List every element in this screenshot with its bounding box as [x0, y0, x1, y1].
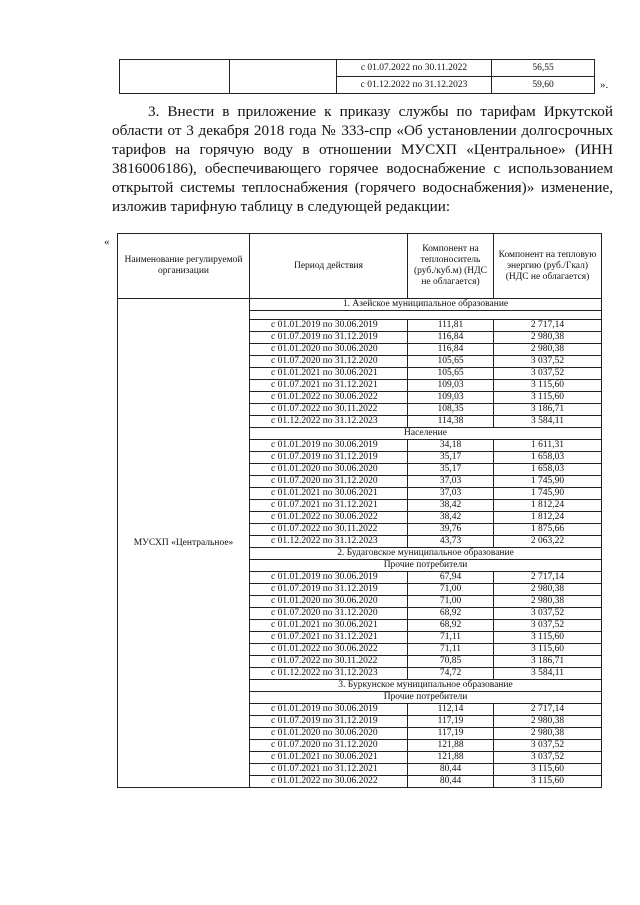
- heat-carrier-cell: 68,92: [408, 608, 494, 620]
- period-cell: с 01.01.2021 по 30.06.2021: [250, 488, 408, 500]
- heat-carrier-cell: 116,84: [408, 344, 494, 356]
- heat-carrier-cell: 117,19: [408, 728, 494, 740]
- period-cell: с 01.01.2020 по 30.06.2020: [250, 464, 408, 476]
- heat-energy-cell: 3 584,11: [494, 668, 602, 680]
- heat-carrier-cell: 39,76: [408, 524, 494, 536]
- heat-energy-cell: 3 115,60: [494, 380, 602, 392]
- period-cell: с 01.12.2022 по 31.12.2023: [250, 668, 408, 680]
- heat-carrier-cell: 71,11: [408, 644, 494, 656]
- period-cell: с 01.01.2022 по 30.06.2022: [250, 392, 408, 404]
- period-cell: с 01.07.2019 по 31.12.2019: [250, 584, 408, 596]
- body-paragraph: 3. Внести в приложение к приказу службы по тарифам Иркутской области от 3 декабря 2018 года № 333-спр «Об установлении долгосрочных тарифов на горячую воду в отношении МУСХП «Центральное» (ИНН 3816006186), обеспечивающего горячее водоснабжение с использованием открытой системы теплоснабжения (горячего водоснабжения)» изменение, изложив тарифную таблицу в следующей редакции:: [112, 103, 613, 215]
- period-cell: с 01.07.2021 по 31.12.2021: [250, 380, 408, 392]
- period-cell: с 01.07.2020 по 31.12.2020: [250, 740, 408, 752]
- heat-energy-cell: 3 037,52: [494, 608, 602, 620]
- heat-carrier-cell: 109,03: [408, 392, 494, 404]
- heat-energy-cell: 3 115,60: [494, 632, 602, 644]
- heat-carrier-cell: 114,38: [408, 416, 494, 428]
- period-cell: с 01.01.2020 по 30.06.2020: [250, 728, 408, 740]
- heat-carrier-cell: 109,03: [408, 380, 494, 392]
- period-cell: с 01.07.2019 по 31.12.2019: [250, 332, 408, 344]
- org-name-cell: МУСХП «Центральное»: [118, 299, 250, 788]
- period-cell: с 01.01.2021 по 30.06.2021: [250, 620, 408, 632]
- period-cell: с 01.07.2022 по 30.11.2022: [250, 524, 408, 536]
- heat-energy-cell: 2 717,14: [494, 572, 602, 584]
- heat-carrier-cell: 35,17: [408, 452, 494, 464]
- heat-energy-cell: 3 186,71: [494, 404, 602, 416]
- table-row: [120, 60, 595, 77]
- period-cell: с 01.07.2022 по 30.11.2022: [250, 656, 408, 668]
- heat-energy-cell: 2 980,38: [494, 716, 602, 728]
- heat-carrier-cell: 80,44: [408, 764, 494, 776]
- heat-energy-cell: 3 115,60: [494, 764, 602, 776]
- heat-carrier-cell: 67,94: [408, 572, 494, 584]
- heat-carrier-cell: 34,18: [408, 440, 494, 452]
- heat-carrier-cell: 70,85: [408, 656, 494, 668]
- heat-carrier-cell: 38,42: [408, 512, 494, 524]
- period-cell: с 01.07.2022 по 30.11.2022: [250, 404, 408, 416]
- empty-cell: [120, 60, 230, 94]
- period-cell: с 01.07.2019 по 31.12.2019: [250, 716, 408, 728]
- heat-energy-cell: 2 980,38: [494, 596, 602, 608]
- heat-carrier-cell: 43,73: [408, 536, 494, 548]
- heat-energy-cell: 2 980,38: [494, 584, 602, 596]
- period-cell: с 01.07.2020 по 31.12.2020: [250, 356, 408, 368]
- heat-carrier-cell: 74,72: [408, 668, 494, 680]
- value-cell: 56,55: [492, 60, 595, 77]
- heat-carrier-cell: 105,65: [408, 368, 494, 380]
- section-heading-cell: 1. Азейское муниципальное образование: [250, 299, 602, 311]
- heat-energy-cell: 1 875,66: [494, 524, 602, 536]
- heat-energy-cell: 3 115,60: [494, 392, 602, 404]
- heat-carrier-cell: 108,35: [408, 404, 494, 416]
- empty-cell: [230, 60, 337, 94]
- heat-carrier-cell: 121,88: [408, 752, 494, 764]
- section-heading-cell: 3. Буркунское муниципальное образование: [250, 680, 602, 692]
- heat-carrier-cell: 121,88: [408, 740, 494, 752]
- heat-carrier-cell: 37,03: [408, 476, 494, 488]
- opening-quote: «: [104, 236, 110, 248]
- period-cell: с 01.12.2022 по 31.12.2023: [250, 536, 408, 548]
- heat-energy-cell: 2 980,38: [494, 332, 602, 344]
- heat-energy-cell: 2 980,38: [494, 728, 602, 740]
- heat-carrier-cell: 117,19: [408, 716, 494, 728]
- period-cell: с 01.07.2021 по 31.12.2021: [250, 632, 408, 644]
- value-cell: 59,60: [492, 77, 595, 94]
- continuation-table: [119, 59, 595, 94]
- heat-energy-cell: 3 186,71: [494, 656, 602, 668]
- header-org: Наименование регулируемой организации: [118, 234, 250, 299]
- period-cell: с 01.07.2020 по 31.12.2020: [250, 608, 408, 620]
- heat-energy-cell: 1 658,03: [494, 452, 602, 464]
- heat-energy-cell: 3 037,52: [494, 356, 602, 368]
- heat-carrier-cell: 112,14: [408, 704, 494, 716]
- tariff-table: [117, 233, 602, 788]
- period-cell: с 01.01.2019 по 30.06.2019: [250, 440, 408, 452]
- period-cell: с 01.01.2019 по 30.06.2019: [250, 704, 408, 716]
- period-cell: с 01.07.2020 по 31.12.2020: [250, 476, 408, 488]
- period-cell: с 01.01.2021 по 30.06.2021: [250, 368, 408, 380]
- heat-energy-cell: 1 611,31: [494, 440, 602, 452]
- heat-energy-cell: 3 115,60: [494, 776, 602, 788]
- header-heat-carrier: Компонент на теплоноситель (руб./куб.м) (НДС не облагается): [408, 234, 494, 299]
- heat-carrier-cell: 71,00: [408, 596, 494, 608]
- heat-carrier-cell: 71,00: [408, 584, 494, 596]
- heat-energy-cell: 2 717,14: [494, 320, 602, 332]
- heat-energy-cell: 2 717,14: [494, 704, 602, 716]
- header-heat-energy: Компонент на тепловую энергию (руб./Гкал) (НДС не облагается): [494, 234, 602, 299]
- heat-energy-cell: 1 812,24: [494, 500, 602, 512]
- blank-cell: [250, 311, 602, 320]
- heat-energy-cell: 3 037,52: [494, 368, 602, 380]
- heat-energy-cell: 3 584,11: [494, 416, 602, 428]
- heat-carrier-cell: 105,65: [408, 356, 494, 368]
- period-cell: с 01.01.2021 по 30.06.2021: [250, 752, 408, 764]
- period-cell: с 01.01.2020 по 30.06.2020: [250, 596, 408, 608]
- heat-energy-cell: 2 980,38: [494, 344, 602, 356]
- section-heading-cell: Прочие потребители: [250, 560, 602, 572]
- period-cell: с 01.01.2020 по 30.06.2020: [250, 344, 408, 356]
- section-heading-cell: Население: [250, 428, 602, 440]
- period-cell: с 01.07.2019 по 31.12.2019: [250, 452, 408, 464]
- heat-carrier-cell: 68,92: [408, 620, 494, 632]
- period-cell: с 01.01.2019 по 30.06.2019: [250, 320, 408, 332]
- heat-energy-cell: 3 115,60: [494, 644, 602, 656]
- heat-carrier-cell: 37,03: [408, 488, 494, 500]
- heat-energy-cell: 1 812,24: [494, 512, 602, 524]
- header-period: Период действия: [250, 234, 408, 299]
- table-row: [118, 299, 602, 311]
- period-cell: с 01.12.2022 по 31.12.2023: [250, 416, 408, 428]
- section-heading-cell: 2. Будаговское муниципальное образование: [250, 548, 602, 560]
- heat-carrier-cell: 38,42: [408, 500, 494, 512]
- period-cell: с 01.12.2022 по 31.12.2023: [337, 77, 492, 94]
- heat-energy-cell: 1 658,03: [494, 464, 602, 476]
- heat-carrier-cell: 80,44: [408, 776, 494, 788]
- section-heading-cell: Прочие потребители: [250, 692, 602, 704]
- heat-carrier-cell: 111,81: [408, 320, 494, 332]
- closing-quote: ».: [600, 79, 609, 91]
- period-cell: с 01.01.2022 по 30.06.2022: [250, 512, 408, 524]
- heat-energy-cell: 2 063,22: [494, 536, 602, 548]
- table-header-row: [118, 234, 602, 299]
- heat-energy-cell: 3 037,52: [494, 752, 602, 764]
- heat-carrier-cell: 35,17: [408, 464, 494, 476]
- period-cell: с 01.07.2021 по 31.12.2021: [250, 500, 408, 512]
- period-cell: с 01.01.2022 по 30.06.2022: [250, 644, 408, 656]
- heat-carrier-cell: 116,84: [408, 332, 494, 344]
- heat-energy-cell: 1 745,90: [494, 488, 602, 500]
- period-cell: с 01.07.2022 по 30.11.2022: [337, 60, 492, 77]
- period-cell: с 01.01.2022 по 30.06.2022: [250, 776, 408, 788]
- heat-carrier-cell: 71,11: [408, 632, 494, 644]
- heat-energy-cell: 1 745,90: [494, 476, 602, 488]
- heat-energy-cell: 3 037,52: [494, 740, 602, 752]
- period-cell: с 01.01.2019 по 30.06.2019: [250, 572, 408, 584]
- heat-energy-cell: 3 037,52: [494, 620, 602, 632]
- period-cell: с 01.07.2021 по 31.12.2021: [250, 764, 408, 776]
